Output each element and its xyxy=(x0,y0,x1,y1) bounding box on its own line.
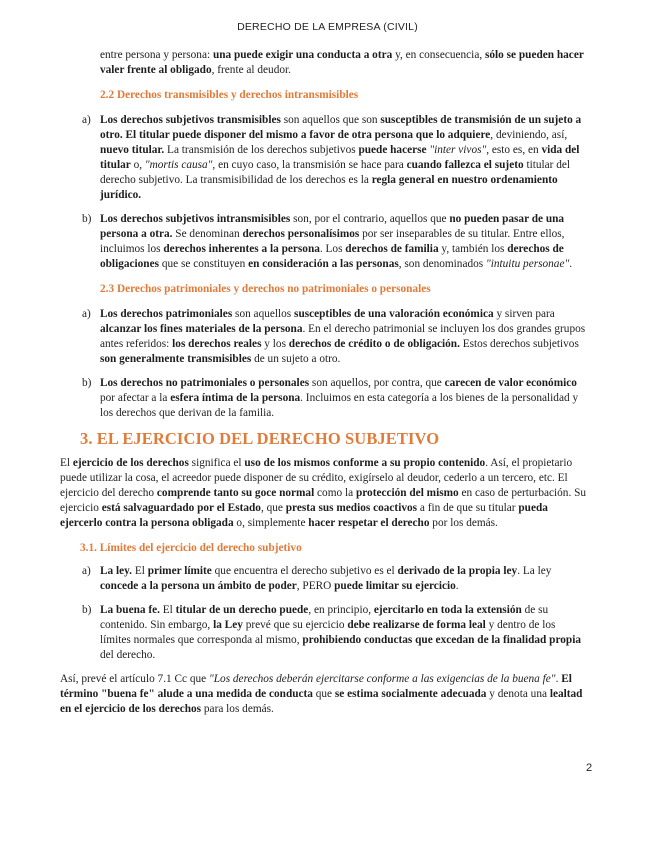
section-2-2-heading: 2.2 Derechos transmisibles y derechos intransmisibles xyxy=(100,89,359,101)
list-item-buena-fe: b) La buena fe. El titular de un derecho puede, en principio, ejercitarlo en toda la extensión de su contenido. Sin embargo, la Ley prevé que su ejercicio debe realizarse de forma leal y dentro de los límites normales que corresponda al mismo, prohibiendo conductas que excedan de la finalidad propia del derecho. xyxy=(82,604,581,661)
list-item-transmisibles: a) Los derechos subjetivos transmisibles son aquellos que son susceptibles de transmisión de un sujeto a otro. El titular puede disponer del mismo a favor de otra persona que lo adquiere, deviniendo, así, nuevo titular. La transmisión de los derechos subjetivos puede hacerse "inter vivos", esto es, en vida del titular o, "mortis causa", en cuyo caso, la transmisión se hace para cuando fallezca el sujeto titular del derecho subjetivo. La transmisibilidad de los derechos es la regla general en nuestro ordenamiento jurídico. xyxy=(82,114,582,201)
list-item-no-patrimoniales: b) Los derechos no patrimoniales o personales son aquellos, por contra, que carecen de valor económico por afectar a la esfera íntima de la persona. Incluimos en esta categoría a los bienes de la personalidad y los derechos que derivan de la familia. xyxy=(82,377,579,419)
section-2-3-heading: 2.3 Derechos patrimoniales y derechos no patrimoniales o personales xyxy=(100,283,431,295)
section-3-1-heading: 3.1. Límites del ejercicio del derecho subjetivo xyxy=(80,542,302,554)
list-item-patrimoniales: a) Los derechos patrimoniales son aquellos susceptibles de una valoración económica y sirven para alcanzar los fines materiales de la persona. En el derecho patrimonial se incluyen los dos grandes grupos antes referidos: los derechos reales y los derechos de crédito o de obligación. Estos derechos subjetivos son generalmente transmisibles de un sujeto a otro. xyxy=(82,308,586,365)
page-number: 2 xyxy=(586,762,593,774)
page-header: DERECHO DE LA EMPRESA (CIVIL) xyxy=(237,21,418,33)
closing-paragraph: Así, prevé el artículo 7.1 Cc que "Los derechos deberán ejercitarse conforme a las exigencias de la buena fe". El término "buena fe" alude a una medida de conducta que se estima socialmente adecuada y denota una lealtad en el ejercicio de los derechos para los demás. xyxy=(60,673,583,715)
list-item-la-ley: a) La ley. El primer límite que encuentra el derecho subjetivo es el derivado de la propia ley. La ley concede a la persona un ámbito de poder, PERO puede limitar su ejercicio. xyxy=(82,565,552,592)
ejercicio-paragraph: El ejercicio de los derechos significa el uso de los mismos conforme a su propio contenido. Así, el propietario puede utilizar la cosa, el acreedor puede disponer de su crédito, exigírselo al deudor, cederlo a un tercero, etc. El ejercicio del derecho comprende tanto su goce normal como la protección del mismo en caso de perturbación. Su ejercicio está salvaguardado por el Estado, que presta sus medios coactivos a fin de que su titular pueda ejercerlo contra la persona obligada o, simplemente hacer respetar el derecho por los demás. xyxy=(60,457,587,529)
section-3-heading: 3. EL EJERCICIO DEL DERECHO SUBJETIVO xyxy=(80,429,440,448)
page-content xyxy=(60,48,588,717)
list-item-intransmisibles: b) Los derechos subjetivos intransmisibles son, por el contrario, aquellos que no pueden pasar de una persona a otra. Se denominan derechos personalísimos por ser inseparables de su titular. Entre ellos, incluimos los derechos inherentes a la persona. Los derechos de familia y, también los derechos de obligaciones que se constituyen en consideración a las personas, son denominados "intuitu personae". xyxy=(82,213,573,270)
intro-paragraph: entre persona y persona: una puede exigir una conducta a otra y, en consecuencia, sólo se pueden hacer valer frente al obligado, frente al deudor. xyxy=(100,49,584,76)
